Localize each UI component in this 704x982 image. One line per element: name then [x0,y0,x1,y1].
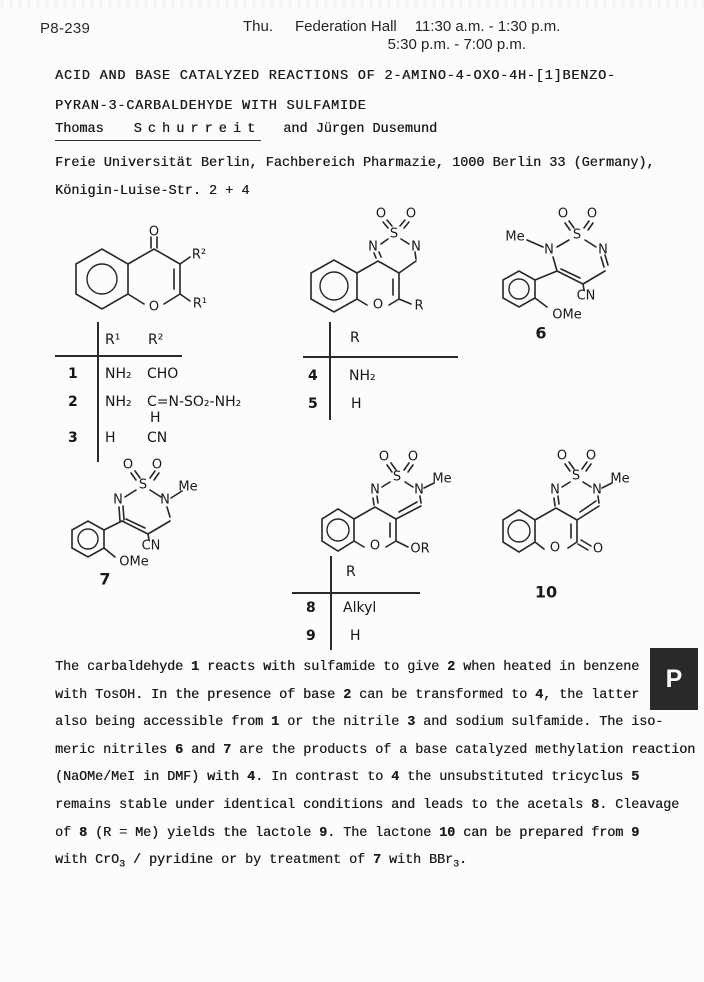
atom-label: OR [410,541,430,557]
abstract-segment: . [458,853,467,869]
atom-label: O [407,449,419,465]
abstract-segment: 3 [119,859,125,871]
table1-cell-h-sub: H [150,410,161,426]
atom-label: N [411,239,421,255]
author-last-name: Schurreit [133,122,262,137]
abstract-line [55,688,670,716]
table3-horizontal-rule [292,592,420,594]
abstract-segment: . Cleavage [599,797,680,813]
abstract-segment: remains stable under identical conditions and leads to the acetals [55,797,592,813]
coauthors: and Jürgen Dusemund [283,122,438,137]
session-time-2: 5:30 p.m. - 7:00 p.m. [387,36,526,53]
compound-number-label: 7 [99,569,111,589]
atom-label: O [375,206,387,222]
compound-number-ref: 5 [631,770,640,786]
table1-cell: CN [147,430,168,446]
abstract-segment: of [55,825,80,841]
structure-chromone-core [62,224,232,330]
compound-number-ref: 4 [247,770,256,786]
table2-header-r: R [350,330,360,346]
abstract-segment: meric nitriles [55,742,176,758]
atom-label: N [113,492,123,508]
session-day: Thu. [243,18,274,35]
compound-number-ref: 1 [271,715,280,731]
compound-number: 8 [306,600,316,616]
compound-number-ref: 9 [319,825,328,841]
abstract-segment: can be prepared from [455,825,632,841]
author-first-name: Thomas [55,122,104,137]
abstract-line [55,826,670,854]
compound-number: 2 [68,394,78,410]
atom-label: O [151,457,163,473]
atom-label: R [414,298,424,314]
table1-horizontal-rule [55,355,182,357]
atom-label: O [378,449,390,465]
section-marker-p-tab [650,648,698,710]
structure-tricycle-8-9 [300,446,480,564]
abstract-segment: with BBr [380,853,453,869]
table1-header-r1: R¹ [105,332,121,348]
atom-label: O [405,206,417,222]
session-line-1 [243,18,561,36]
abstract-segment: and sodium sulfamide. The iso- [415,715,664,731]
table3-cell: Alkyl [343,600,377,616]
atom-label: Me [432,471,452,487]
atom-label: O [549,540,561,556]
atom-label: N [414,482,424,498]
structure-compound-10 [500,446,690,602]
atom-label: R¹ [192,296,208,312]
session-info [243,18,561,54]
compound-number: 9 [306,628,316,644]
abstract-segment: can be transformed to [351,687,536,703]
table3-cell: H [350,628,361,644]
atom-label: S [392,469,402,485]
atom-label: O [369,538,381,554]
abstract-line [55,853,670,881]
compound-number-ref: 2 [447,660,456,675]
atom-label: N [598,242,608,258]
atom-label: O [557,206,569,222]
table1-cell: NH₂ [105,366,132,382]
section-marker-label: P [665,664,683,693]
abstract-segment: (R = Me) yields the lactole [87,825,320,841]
table2-horizontal-rule [303,356,458,358]
compound-number-ref: 2 [343,687,352,703]
atom-label: N [544,242,554,258]
table2-cell: NH₂ [349,368,376,384]
author-line [55,122,437,137]
compound-number-label: 6 [535,323,547,343]
table1-cell: C=N-SO₂-NH₂ [147,394,242,410]
compound-number-ref: 8 [591,797,600,813]
table1-header-r2: R² [148,332,164,348]
compound-number: 1 [68,366,78,382]
abstract-segment: (NaOMe/MeI in DMF) with [55,770,248,786]
atom-label: S [138,477,148,493]
atom-label: N [368,239,378,255]
atom-label: S [571,468,581,484]
atom-label: O [585,448,597,464]
atom-label: N [550,482,560,498]
table1-vertical-rule [97,322,99,462]
atom-label: OMe [552,307,582,323]
compound-number-ref: 10 [439,825,456,841]
table3-vertical-rule [330,556,332,650]
atom-label: Me [505,229,525,245]
atom-label: O [556,448,568,464]
abstract-segment: when heated in benzene [455,660,640,675]
table2-vertical-rule [329,322,331,420]
abstract-line [55,660,670,688]
atom-label: R² [191,247,207,263]
atom-label: O [372,297,384,313]
compound-number-ref: 4 [535,687,544,703]
atom-label: O [592,541,604,557]
affiliation-line-1: Freie Universität Berlin, Fachbereich Pharmazie, 1000 Berlin 33 (Germany), [55,156,655,171]
compound-number-ref: 9 [631,825,640,841]
compound-number-ref: 1 [191,660,200,675]
atom-label: CN [576,288,596,304]
poster-code: P8-239 [40,20,91,37]
compound-number: 4 [308,368,318,384]
paper-title [55,62,675,122]
compound-number-ref: 3 [407,715,416,731]
title-line-2: PYRAN-3-CARBALDEHYDE WITH SULFAMIDE [55,99,367,114]
abstract-segment: reacts with sulfamide to give [199,660,448,675]
abstract-segment: and [183,742,224,758]
abstract-line [55,770,670,798]
scan-noise-band [0,0,704,7]
table2-cell: H [351,396,362,412]
abstract-segment: The carbaldehyde [55,660,192,675]
abstract-text [55,660,696,881]
affiliation [55,150,655,206]
atom-label: O [148,299,160,315]
compound-number-ref: 7 [223,742,232,758]
table1-cell: CHO [147,366,179,382]
table3-header-r: R [346,564,356,580]
atom-label: S [389,226,399,242]
abstract-segment: are the products of a base catalyzed methylation reaction [231,742,696,758]
abstract-segment: 3 [453,859,459,871]
atom-label: Me [178,479,198,495]
abstract-segment: . In contrast to [255,770,392,786]
table1-cell: NH₂ [105,394,132,410]
session-time-1: 11:30 a.m. - 1:30 p.m. [414,18,561,35]
abstract-segment: with CrO [55,853,120,869]
abstract-line [55,797,680,826]
atom-label: CN [141,538,161,554]
abstract-segment: the unsubstituted tricyclus [399,770,632,786]
abstract-segment: . The lactone [327,825,440,841]
compound-number: 5 [308,396,318,412]
abstract-segment: , the latter [543,687,640,703]
atom-label: O [148,224,160,240]
compound-number-ref: 6 [175,742,184,758]
structure-compound-7 [57,455,240,592]
abstract-segment: or the nitrile [279,715,408,731]
structure-compound-6 [497,205,680,343]
structure-tricycle-4-5 [303,203,480,335]
atom-label: S [572,227,582,243]
atom-label: O [122,457,134,473]
table1-cell: H [105,430,116,446]
title-line-1: ACID AND BASE CATALYZED REACTIONS OF 2-AMINO-4-OXO-4H-[1]BENZO- [55,69,616,84]
abstract-segment: with TosOH. In the presence of base [55,687,344,703]
affiliation-line-2: Königin-Luise-Str. 2 + 4 [55,184,250,199]
compound-number-ref: 7 [372,853,381,869]
atom-label: O [586,206,598,222]
atom-label: Me [610,471,630,487]
atom-label: N [592,482,602,498]
compound-number-ref: 4 [391,770,400,786]
atom-label: N [370,482,380,498]
compound-number-ref: 8 [79,825,88,841]
abstract-line [55,742,696,771]
abstract-segment: / pyridine or by treatment of [124,853,373,869]
session-venue: Federation Hall [295,18,397,35]
atom-label: N [160,492,170,508]
atom-label: OMe [119,554,149,570]
compound-number: 3 [68,430,78,446]
compound-number-label: 10 [534,582,558,602]
abstract-line [55,715,670,743]
presenting-author [55,122,261,141]
abstract-segment: also being accessible from [55,715,272,731]
